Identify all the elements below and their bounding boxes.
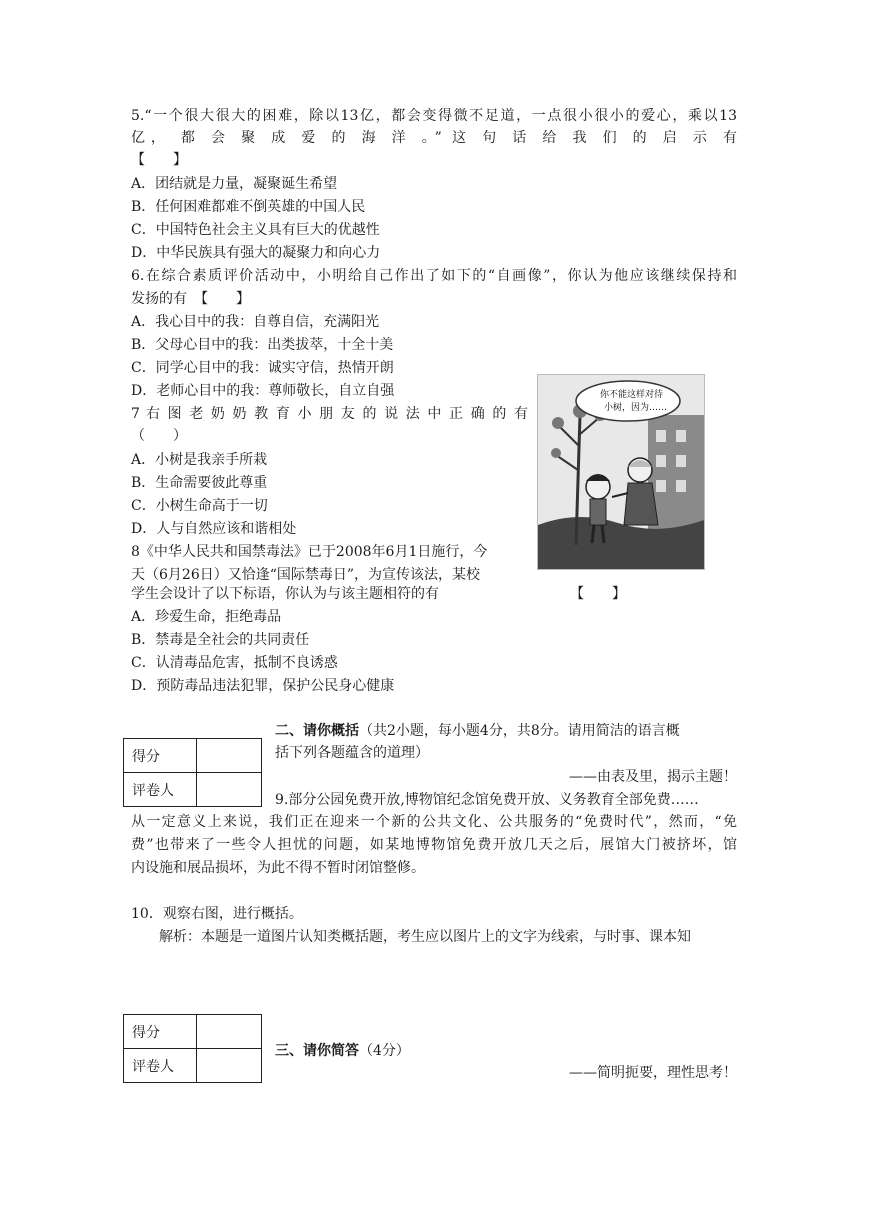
- q10-analysis: 解析：本题是一道图片认知类概括题，考生应以图片上的文字为线索，与时事、课本知: [159, 929, 691, 945]
- section3-motto: ——简明扼要，理性思考！: [569, 1065, 737, 1081]
- q7-option-a: A．小树是我亲手所栽: [131, 452, 268, 468]
- q6-option-c: C．同学心目中的我：诚实守信，热情开朗: [131, 360, 394, 376]
- q7-answer-paren: （ ）: [131, 428, 187, 444]
- section2-motto: ——由表及里，揭示主题！: [569, 769, 737, 785]
- section2-heading: [275, 721, 680, 741]
- grader-label: 评卷人: [124, 1049, 197, 1083]
- q6-option-d: D．老师心目中的我：尊师敬长，自立自强: [131, 383, 395, 399]
- q10-line1: 10．观察右图，进行概括。: [131, 906, 303, 922]
- q7-option-d: D．人与自然应该和谐相处: [131, 521, 297, 537]
- q8-option-b: B．禁毒是全社会的共同责任: [131, 632, 310, 648]
- q8-stem-line3: 学生会设计了以下标语，你认为与该主题相符的有: [131, 586, 439, 602]
- q6-option-a: A．我心目中的我：自尊自信，充满阳光: [131, 314, 380, 330]
- q6-option-b: B．父母心目中的我：出类拔萃，十全十美: [131, 337, 394, 353]
- score-label: 得分: [124, 739, 197, 773]
- section3-score-table: [123, 1014, 262, 1083]
- cartoon-illustration: [537, 374, 705, 570]
- section2-title: 二、请你概括: [275, 723, 359, 739]
- q9-line3: 费”也带来了一些令人担忧的问题，如某地博物馆免费开放几天之后，展馆大门被挤坏，馆: [131, 837, 737, 853]
- bubble-text-line2: 小树，因为……: [604, 403, 668, 413]
- grader-label: 评卷人: [124, 773, 197, 807]
- q5-stem-line1: 5.“一个很大很大的困难，除以13亿，都会变得微不足道，一点很小很小的爱心，乘以13: [131, 108, 737, 124]
- q5-option-a: A．团结就是力量，凝聚诞生希望: [131, 176, 338, 192]
- bubble-text-line1: 你不能这样对待: [600, 390, 664, 400]
- q7-option-b: B．生命需要彼此尊重: [131, 475, 268, 491]
- grader-cell: [197, 773, 262, 807]
- q7-stem-line1: 7 右 图 老 奶 奶 教 育 小 朋 友 的 说 法 中 正 确 的 有: [131, 406, 528, 422]
- q8-stem-line2: 天（6月26日）又恰逢“国际禁毒日”，为宣传该法，某校: [131, 567, 481, 583]
- q7-option-c: C．小树生命高于一切: [131, 498, 268, 514]
- q8-answer-bracket: 【 】: [570, 586, 626, 602]
- cartoon-drawing: [538, 375, 704, 569]
- section3-heading: [275, 1041, 410, 1061]
- q9-line1: 9.部分公园免费开放,博物馆纪念馆免费开放、义务教育全部免费……: [275, 792, 699, 808]
- q5-option-d: D．中华民族具有强大的凝聚力和向心力: [131, 245, 381, 261]
- section3-points: （4分）: [359, 1043, 410, 1059]
- speech-bubble: [576, 381, 680, 421]
- q9-line2: 从一定意义上来说，我们正在迎来一个新的公共文化、公共服务的“免费时代”，然而，“免: [131, 814, 737, 830]
- section2-desc: （共2小题，每小题4分，共8分。请用简洁的语言概: [359, 723, 680, 739]
- q5-option-b: B．任何困难都难不倒英雄的中国人民: [131, 199, 366, 215]
- score-label: 得分: [124, 1015, 197, 1049]
- score-cell: [197, 739, 262, 773]
- q6-stem-line1: 6.在综合素质评价活动中，小明给自己作出了如下的“自画像”，你认为他应该继续保持和: [131, 268, 737, 284]
- q8-stem-line1: 8《中华人民共和国禁毒法》已于2008年6月1日施行，今: [131, 544, 488, 560]
- q5-option-c: C．中国特色社会主义具有巨大的优越性: [131, 222, 380, 238]
- q8-option-c: C．认清毒品危害，抵制不良诱惑: [131, 655, 338, 671]
- q5-stem-line2: 亿， 都 会 聚 成 爱 的 海 洋 。” 这 句 话 给 我 们 的 启 示 有: [131, 130, 737, 146]
- q8-option-d: D．预防毒品违法犯罪，保护公民身心健康: [131, 678, 395, 694]
- score-cell: [197, 1015, 262, 1049]
- section2-score-table: [123, 738, 262, 807]
- q5-answer-bracket: 【 】: [131, 152, 187, 168]
- section3-title: 三、请你简答: [275, 1043, 359, 1059]
- q6-stem-line2: 发扬的有 【 】: [131, 291, 250, 307]
- q8-option-a: A．珍爱生命，拒绝毒品: [131, 609, 282, 625]
- section2-desc-line2: 括下列各题蕴含的道理）: [275, 745, 429, 761]
- grader-cell: [197, 1049, 262, 1083]
- q9-line4: 内设施和展品损坏，为此不得不暂时闭馆整修。: [131, 860, 425, 876]
